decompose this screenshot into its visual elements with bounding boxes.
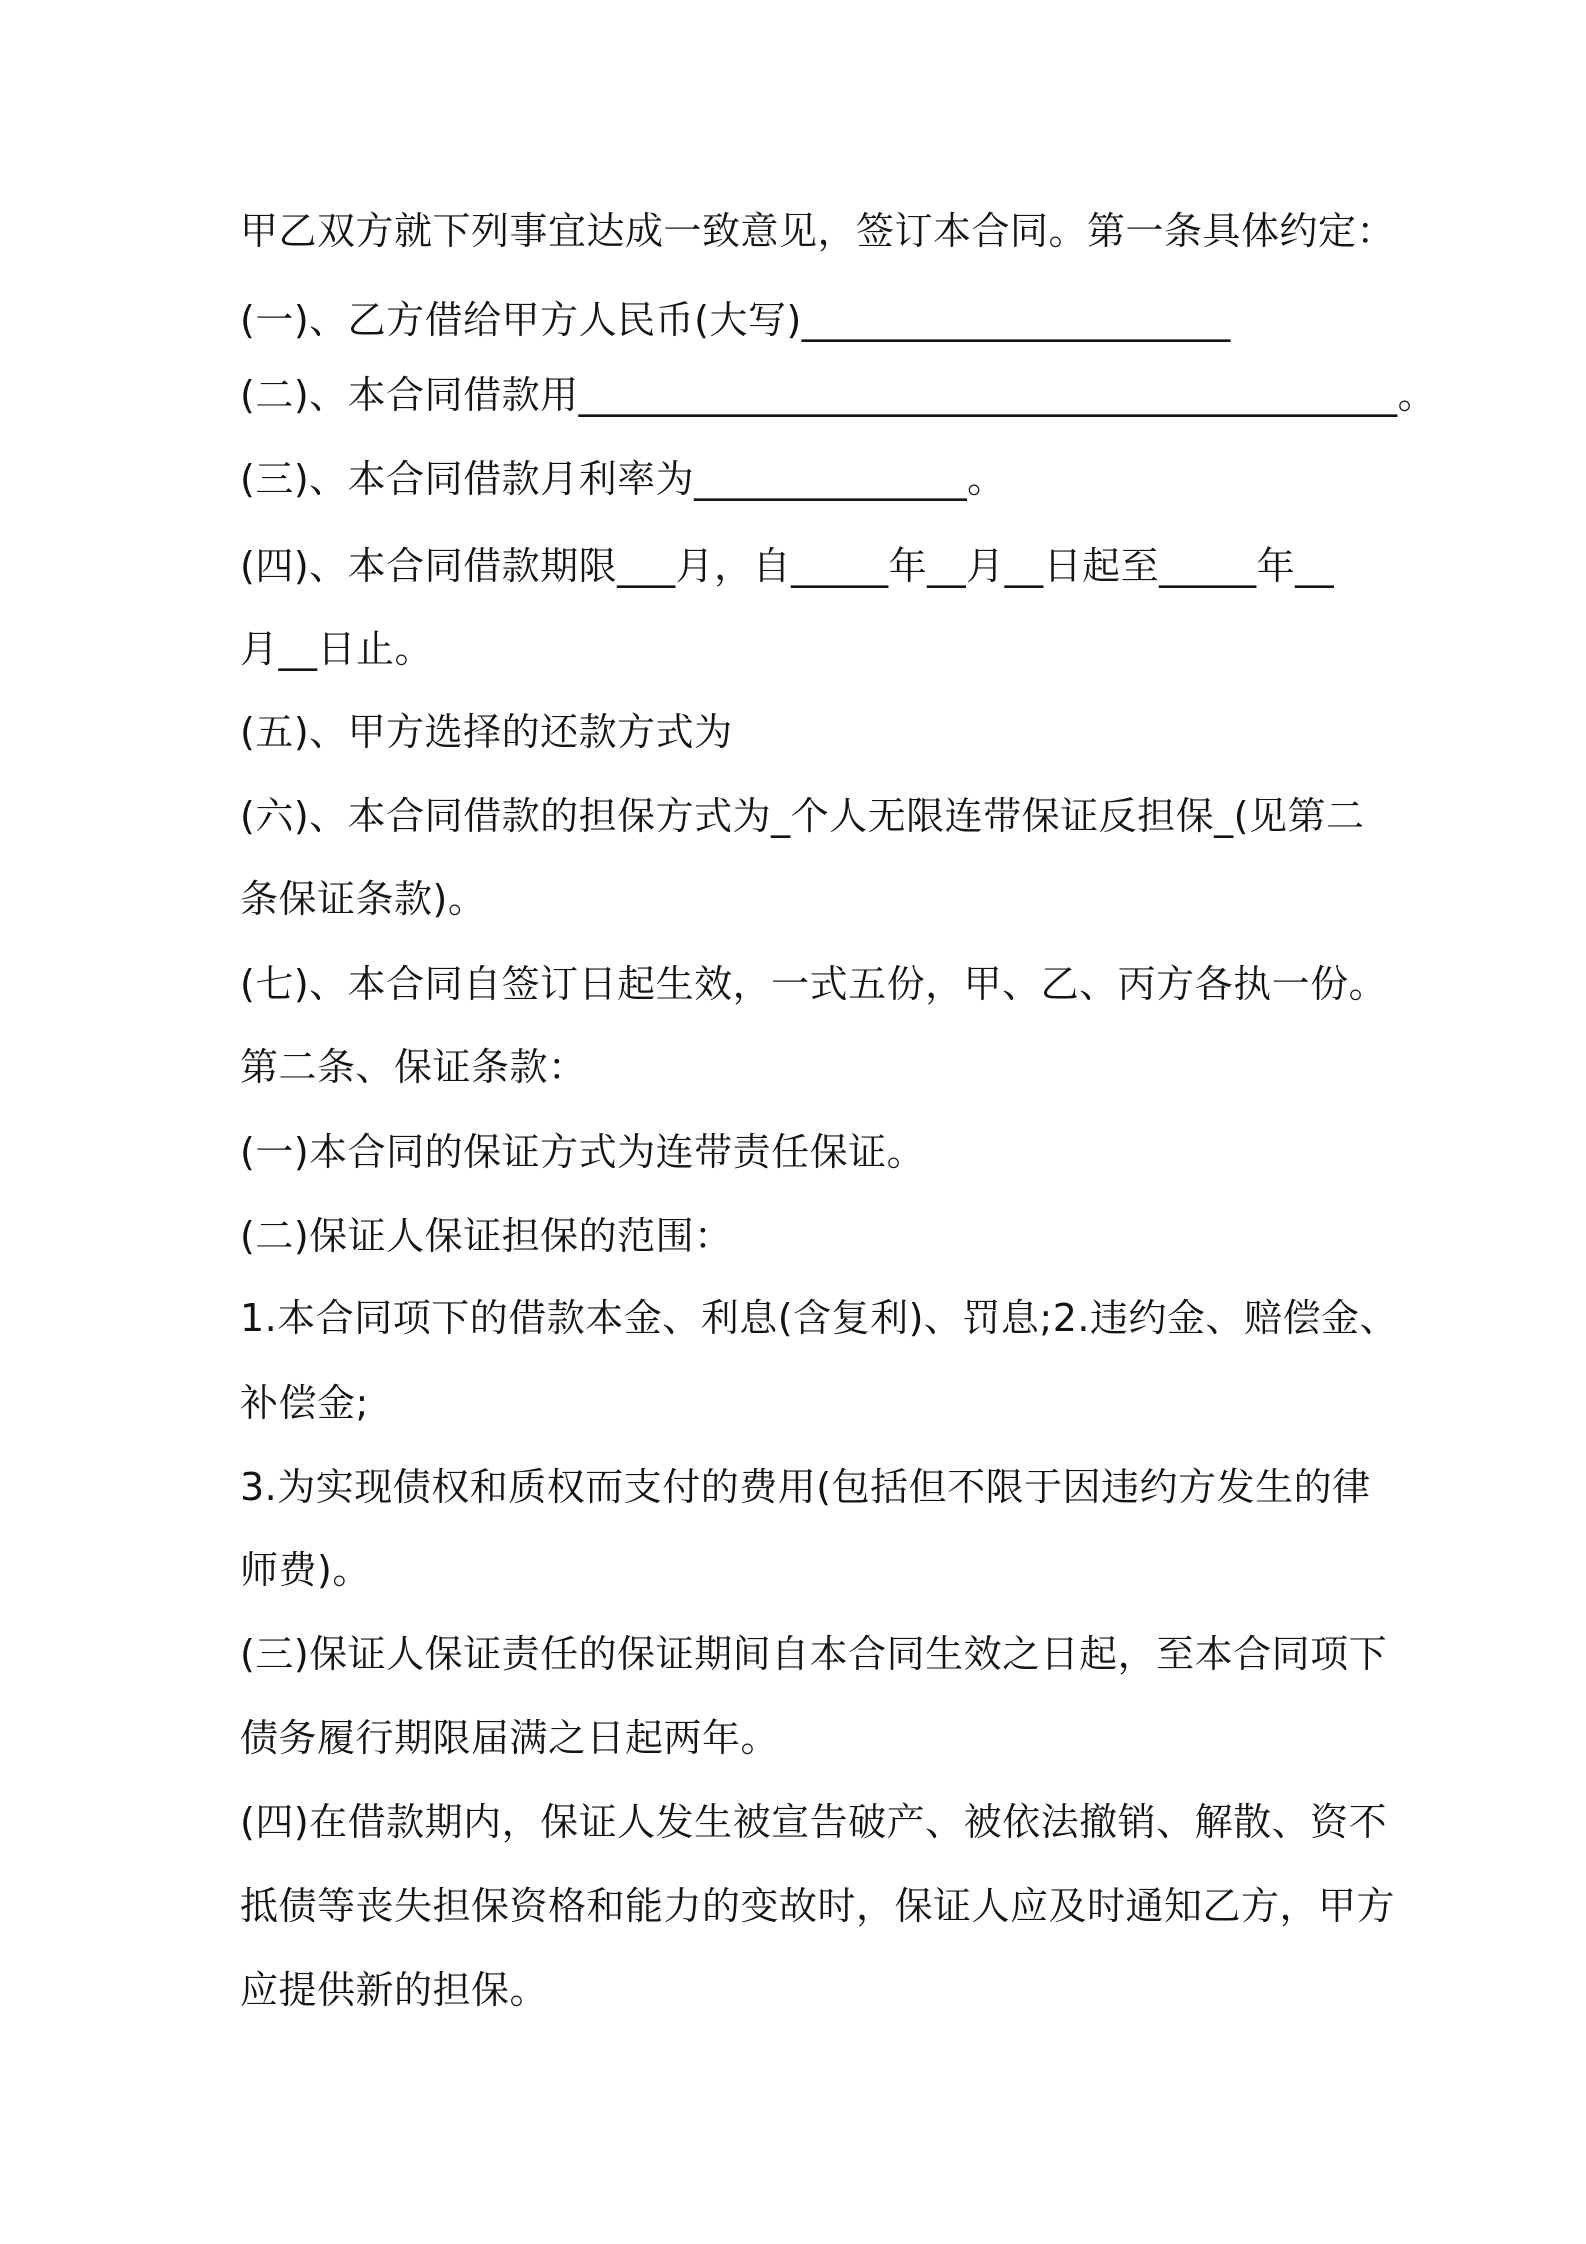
clause-1-2-line: (二)、本合同借款用__________________________________________。	[240, 373, 1437, 417]
clause-1-4-line: (四)、本合同借款期限___月，自_____年__月__日起至_____年__	[240, 544, 1335, 588]
clause-1-6-continued: 条保证条款)。	[240, 877, 487, 921]
clause-2-3-continued: 债务履行期限届满之日起两年。	[240, 1716, 780, 1760]
clause-2-4-end: 应提供新的担保。	[240, 1968, 549, 2012]
contract-intro-line: 甲乙双方就下列事宜达成一致意见，签订本合同。第一条具体约定：	[240, 209, 1396, 253]
clause-2-4-line: (四)在借款期内，保证人发生被宣告破产、被依法撤销、解散、资不	[240, 1800, 1388, 1844]
section-2-heading: 第二条、保证条款：	[240, 1045, 587, 1089]
clause-2-2-line: (二)保证人保证担保的范围：	[240, 1214, 733, 1258]
clause-2-4-continued: 抵债等丧失担保资格和能力的变故时，保证人应及时通知乙方，甲方	[240, 1884, 1396, 1928]
clause-1-4-continued: 月__日止。	[240, 627, 434, 671]
scope-item-3-continued: 师费)。	[240, 1548, 371, 1592]
scope-item-1-line: 1.本合同项下的借款本金、利息(含复利)、罚息;2.违约金、赔偿金、	[240, 1296, 1398, 1340]
clause-2-1-line: (一)本合同的保证方式为连带责任保证。	[240, 1130, 926, 1174]
clause-1-6-line: (六)、本合同借款的担保方式为_个人无限连带保证反担保_(见第二	[240, 794, 1365, 838]
scope-item-3-line: 3.为实现债权和质权而支付的费用(包括但不限于因违约方发生的律	[240, 1465, 1371, 1509]
clause-1-3-line: (三)、本合同借款月利率为______________。	[240, 457, 1006, 501]
clause-1-1-line: (一)、乙方借给甲方人民币(大写)______________________	[240, 298, 1231, 342]
clause-1-5-line: (五)、甲方选择的还款方式为	[240, 710, 733, 754]
scope-item-1-continued: 补偿金;	[240, 1381, 369, 1425]
clause-1-7-line: (七)、本合同自签订日起生效，一式五份，甲、乙、丙方各执一份。	[240, 962, 1388, 1006]
clause-2-3-line: (三)保证人保证责任的保证期间自本合同生效之日起，至本合同项下	[240, 1632, 1388, 1676]
